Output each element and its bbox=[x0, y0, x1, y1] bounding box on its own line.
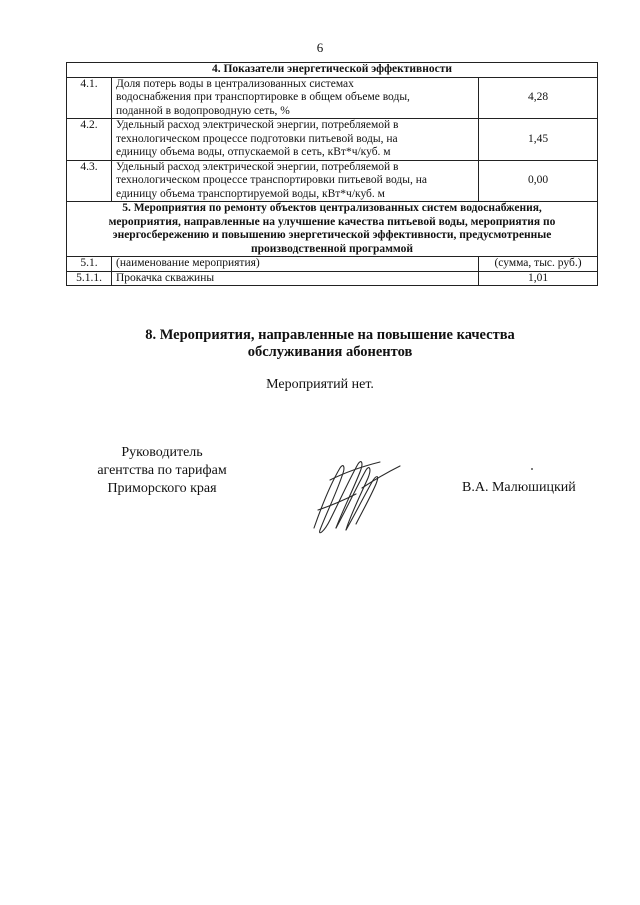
section-5-title-line: мероприятия, направленные на улучшение качества питьевой воды, мероприятия по bbox=[108, 215, 556, 228]
description-line: единицу объема воды, отпускаемой в сеть, кВт*ч/куб. м bbox=[116, 146, 391, 158]
row-number: 5.1. bbox=[67, 257, 112, 272]
row-number: 5.1.1. bbox=[67, 271, 112, 286]
row-description: Прокачка скважины bbox=[112, 271, 479, 286]
table-row bbox=[67, 77, 598, 119]
description-line: Удельный расход электрической энергии, потребляемой в bbox=[116, 160, 399, 173]
signer-position-line: Руководитель bbox=[121, 445, 203, 460]
table-row bbox=[67, 119, 598, 161]
row-description bbox=[112, 77, 479, 119]
description-line: технологическом процессе подготовки питьевой воды, на bbox=[116, 132, 398, 145]
row-description bbox=[112, 119, 479, 161]
signer-position bbox=[62, 444, 262, 498]
description-line: водоснабжения при транспортировке в общем объеме воды, bbox=[116, 91, 410, 103]
page-number: 6 bbox=[316, 40, 324, 55]
row-description bbox=[112, 160, 479, 202]
signer-name: В.А. Малюшицкий bbox=[462, 480, 576, 495]
row-value: 1,45 bbox=[479, 119, 598, 161]
indicators-table bbox=[66, 62, 598, 286]
section-4-title: 4. Показатели энергетической эффективности bbox=[67, 63, 598, 78]
description-line: единицу объема транспортируемой воды, кВт*ч/куб. м bbox=[116, 187, 385, 200]
section-4-header-row bbox=[67, 63, 598, 78]
section-5-title-line: производственной программой bbox=[251, 242, 413, 255]
description-line: поданной в водопроводную сеть, % bbox=[116, 104, 290, 117]
row-value: 0,00 bbox=[479, 160, 598, 202]
section-5-title bbox=[67, 202, 598, 257]
section-5-title-line: энергосбережению и повышению энергетической эффективности, предусмотренные bbox=[112, 229, 552, 241]
table-row bbox=[67, 271, 598, 286]
row-value: 1,01 bbox=[479, 271, 598, 286]
row-value: (сумма, тыс. руб.) bbox=[479, 257, 598, 272]
section-5-header-row bbox=[67, 202, 598, 257]
signer-position-line: Приморского края bbox=[107, 481, 217, 496]
section-8-heading-line: 8. Мероприятия, направленные на повышение качества bbox=[145, 327, 515, 343]
section-5-title-line: 5. Мероприятия по ремонту объектов централизованных систем водоснабжения, bbox=[122, 202, 542, 214]
row-number: 4.3. bbox=[67, 160, 112, 202]
row-description: (наименование мероприятия) bbox=[112, 257, 479, 272]
handwritten-signature bbox=[300, 450, 410, 540]
description-line: Доля потерь воды в централизованных системах bbox=[116, 77, 354, 90]
no-measures-text: Мероприятий нет. bbox=[266, 377, 374, 392]
table-row bbox=[67, 160, 598, 202]
signer-position-line: агентства по тарифам bbox=[97, 463, 227, 478]
row-number: 4.2. bbox=[67, 119, 112, 161]
description-line: Удельный расход электрической энергии, потребляемой в bbox=[116, 119, 399, 131]
table-row bbox=[67, 257, 598, 272]
row-number: 4.1. bbox=[67, 77, 112, 119]
section-8-heading bbox=[60, 327, 600, 361]
section-8-heading-line: обслуживания абонентов bbox=[247, 344, 413, 360]
row-value: 4,28 bbox=[479, 77, 598, 119]
ink-dot bbox=[531, 468, 533, 470]
description-line: технологическом процессе транспортировки питьевой воды, на bbox=[116, 174, 428, 186]
